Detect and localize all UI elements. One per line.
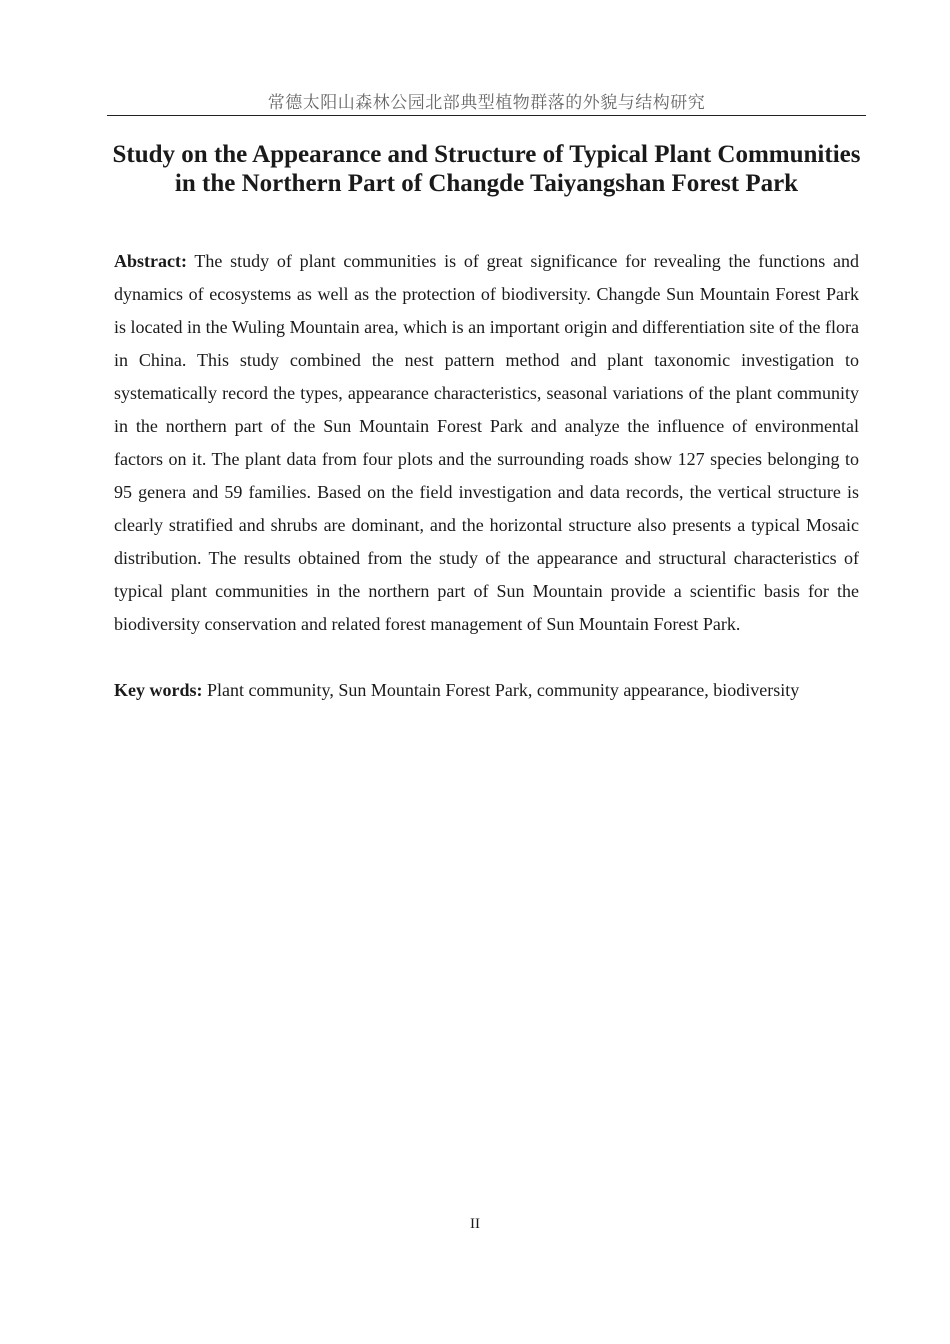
abstract-text: The study of plant communities is of great significance for revealing the functions and dynamics of ecosystems as well as the protection of biodiversity. Changde Sun Mountain Forest Park is located in the Wuling Mountain area, which is an important origin and differentiation site of the flora in China. This study combined the nest pattern method and plant taxonomic investigation to systematically record the types, appearance characteristics, seasonal variations of the plant community in the northern part of the Sun Mountain Forest Park and analyze the influence of environmental factors on it. The plant data from four plots and the surrounding roads show 127 species belonging to 95 genera and 59 families. Based on the field investigation and data records, the vertical structure is clearly stratified and shrubs are dominant, and the horizontal structure also presents a typical Mosaic distribution. The results obtained from the study of the appearance and structural characteristics of typical plant communities in the northern part of Sun Mountain provide a scientific basis for the biodiversity conservation and related forest management of Sun Mountain Forest Park. [114, 251, 859, 634]
abstract-paragraph [114, 245, 859, 641]
running-header: 常德太阳山森林公园北部典型植物群落的外貌与结构研究 [267, 93, 706, 113]
keywords-text: Plant community, Sun Mountain Forest Park, community appearance, biodiversity [207, 680, 800, 700]
page-number: II [470, 1216, 480, 1232]
abstract-label: Abstract: [114, 251, 187, 271]
keywords-label: Key words: [114, 680, 203, 700]
keywords-paragraph [114, 674, 859, 707]
paper-title: Study on the Appearance and Structure of Typical Plant Communities in the Northern Part of Changde Taiyangshan Forest Park [112, 141, 861, 197]
header-rule [107, 115, 866, 116]
